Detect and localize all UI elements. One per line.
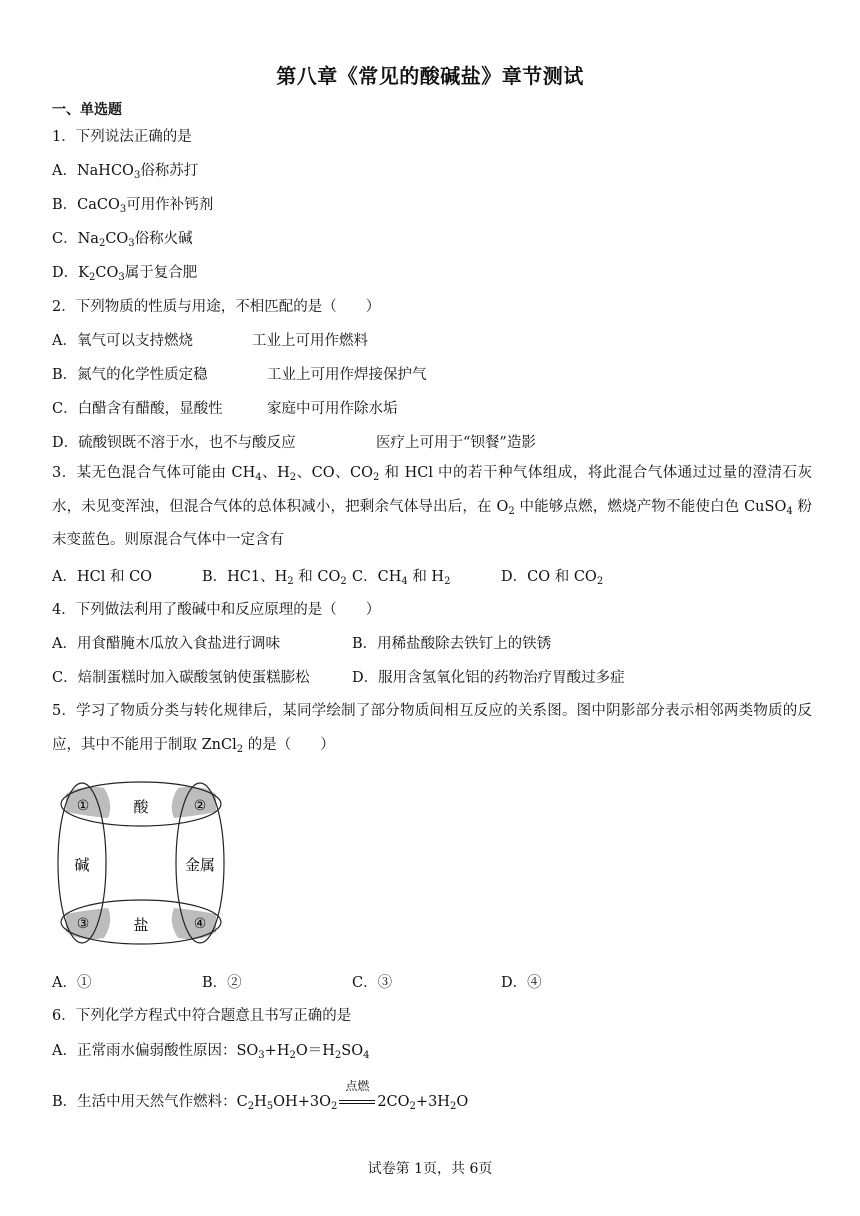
q1-option-a: A．NaHCO$_3$俗称苏打 <box>52 163 199 181</box>
q5-option-d: D．④ <box>501 975 542 991</box>
q4-option-d: D．服用含氢氧化铝的药物治疗胃酸过多症 <box>352 670 625 686</box>
reaction-condition-sign <box>337 1079 377 1112</box>
q5-option-b: B．② <box>202 975 242 991</box>
label-metal: 金属 <box>184 856 216 874</box>
substance-relationship-diagram <box>52 778 230 948</box>
number-3: ③ <box>76 916 90 932</box>
q5-option-a: A．① <box>52 975 92 991</box>
number-4: ④ <box>193 916 207 932</box>
section-heading: 一、单选题 <box>52 102 122 118</box>
q1-option-d: D．$K_2CO_3$属于复合肥 <box>52 265 198 283</box>
q2-option-c: C．白醋含有醋酸，显酸性 <box>52 401 223 417</box>
q1-option-b: B．CaCO$_3$可用作补钙剂 <box>52 197 214 215</box>
page-title: 第八章《常见的酸碱盐》章节测试 <box>276 64 584 88</box>
q3-option-b: B．HC1、$H_2$ 和 $CO_2$ <box>202 569 347 587</box>
label-salt: 盐 <box>133 916 149 934</box>
label-base: 碱 <box>74 856 90 874</box>
number-1: ① <box>76 798 90 814</box>
q6-stem: 6．下列化学方程式中符合题意且书写正确的是 <box>52 1008 352 1024</box>
label-acid: 酸 <box>133 798 149 816</box>
q3-option-c: C．$CH_4$ 和 $H_2$ <box>352 569 451 587</box>
q2-option-a: A．氧气可以支持燃烧 <box>52 333 193 349</box>
page-footer: 试卷第 1页，共 6页 <box>367 1161 493 1177</box>
q2-option-d: D．硫酸钡既不溶于水，也不与酸反应 <box>52 435 296 451</box>
q1-option-c: C．$Na_2CO_3$俗称火碱 <box>52 231 193 249</box>
q5-option-c: C．③ <box>352 975 393 991</box>
q2-option-c-use: 家庭中可用作除水垢 <box>267 401 398 417</box>
q3-option-d: D．CO 和 $CO_2$ <box>501 569 604 587</box>
q4-option-a: A．用食醋腌木瓜放入食盐进行调味 <box>52 636 280 652</box>
reaction-condition: 点燃 <box>345 1079 370 1093</box>
q2-stem: 2．下列物质的性质与用途，不相匹配的是（ ） <box>52 299 381 315</box>
q3-option-a: A．HCl 和 CO <box>52 569 153 585</box>
q4-stem: 4．下列做法利用了酸碱中和反应原理的是（ ） <box>52 602 381 618</box>
q2-option-b-use: 工业上可用作焊接保护气 <box>267 367 427 383</box>
q6-option-b: B．生活中用天然气作燃料：$C_2H_5OH+3O_2$ 点燃 $2CO_2+3H_2O$ <box>52 1092 468 1112</box>
q6-option-a: A．正常雨水偏弱酸性原因：$SO_3+H_2O=H_2SO_4$ <box>52 1043 370 1061</box>
q4-option-c: C．焙制蛋糕时加入碳酸氢钠使蛋糕膨松 <box>52 670 310 686</box>
q4-option-b: B．用稀盐酸除去铁钉上的铁锈 <box>352 636 552 652</box>
number-2: ② <box>193 798 207 814</box>
q2-option-d-use: 医疗上可用于“钡餐”造影 <box>376 435 536 451</box>
q2-option-a-use: 工业上可用作燃料 <box>252 333 368 349</box>
q1-stem: 1．下列说法正确的是 <box>52 129 192 145</box>
q2-option-b: B．氮气的化学性质定稳 <box>52 367 208 383</box>
q3-stem: 3．某无色混合气体可能由 $CH_4$、$H_2$、CO、$CO_2$ 和 HCl 中的若干种气体组成，将此混合气体通过过量的澄清石灰水，未见变浑浊，但混合气体的总体积减小，把剩余气体导出后，在 $O_2$ 中能够点燃，燃烧产物不能使白色 CuSO$_4$ 粉末变蓝色。则原混合气体中一定含有 <box>52 465 813 548</box>
q5-stem: 5．学习了物质分类与转化规律后，某同学绘制了部分物质间相互反应的关系图。图中阴影部分表示相邻两类物质的反应，其中不能用于制取 ZnCl$_2$ 的是（ ） <box>52 703 812 755</box>
